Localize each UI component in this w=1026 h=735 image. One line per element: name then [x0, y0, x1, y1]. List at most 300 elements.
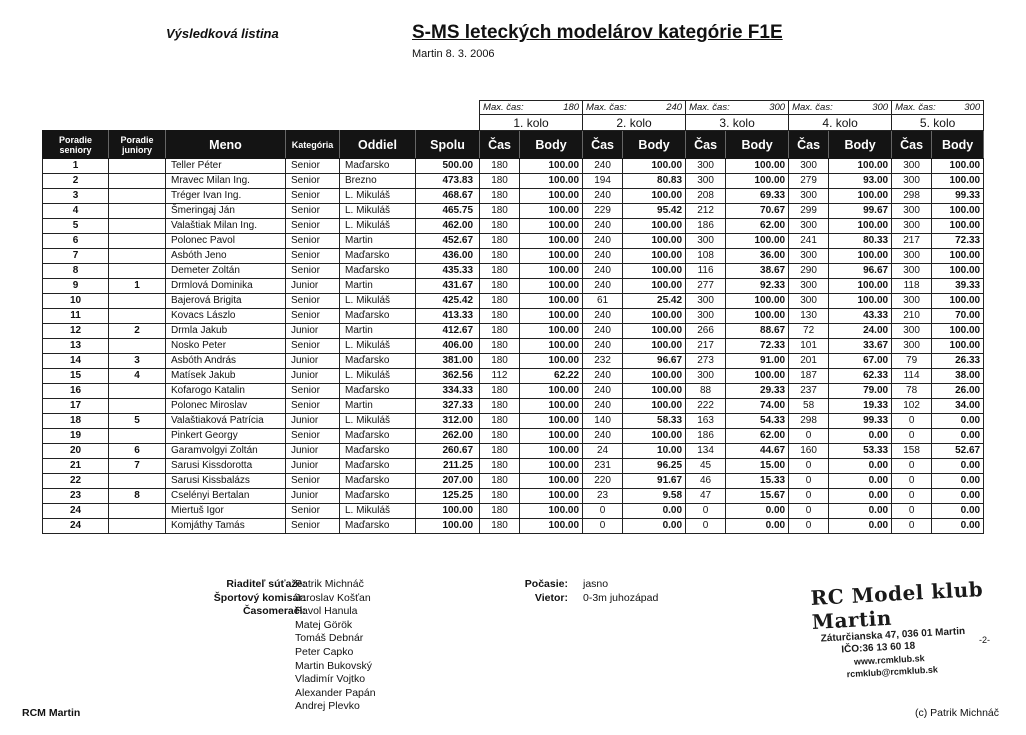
round-time-cell: 300 — [686, 159, 726, 174]
col-club: Oddiel — [340, 131, 416, 159]
name-cell: Komjáthy Tamás — [166, 519, 286, 534]
round-points-cell: 100.00 — [520, 189, 583, 204]
rank-senior-cell: 23 — [43, 489, 109, 504]
round-points-cell: 100.00 — [932, 219, 984, 234]
round-time-cell: 0 — [583, 504, 623, 519]
round-time-cell: 300 — [789, 249, 829, 264]
rank-junior-cell — [109, 189, 166, 204]
wind-value: 0-3m juhozápad — [583, 591, 659, 604]
club-cell: Maďarsko — [340, 384, 416, 399]
round-points-cell: 99.33 — [932, 189, 984, 204]
club-cell: Maďarsko — [340, 519, 416, 534]
name-cell: Nosko Peter — [166, 339, 286, 354]
col-time: Čas — [583, 131, 623, 159]
name-cell: Miertuš Igor — [166, 504, 286, 519]
name-cell: Mravec Milan Ing. — [166, 174, 286, 189]
round-points-cell: 100.00 — [623, 264, 686, 279]
round-time-cell: 0 — [892, 429, 932, 444]
rank-senior-cell: 4 — [43, 204, 109, 219]
round-time-cell: 180 — [480, 339, 520, 354]
round-points-cell: 15.67 — [726, 489, 789, 504]
round-time-cell: 118 — [892, 279, 932, 294]
round-points-cell: 88.67 — [726, 324, 789, 339]
club-cell: Maďarsko — [340, 489, 416, 504]
round-points-cell: 0.00 — [623, 504, 686, 519]
category-cell: Senior — [286, 264, 340, 279]
total-cell: 452.67 — [416, 234, 480, 249]
table-row — [43, 429, 984, 444]
round-time-cell: 180 — [480, 444, 520, 459]
club-stamp — [810, 576, 1015, 682]
club-cell: Martin — [340, 279, 416, 294]
round-points-cell: 100.00 — [726, 159, 789, 174]
round-points-cell: 100.00 — [829, 219, 892, 234]
round-2-max-time: Max. čas: 240 — [583, 101, 686, 115]
timekeeper-name: Pavol Hanula — [295, 605, 358, 618]
round-4-label: 4. kolo — [789, 115, 892, 131]
round-points-cell: 15.33 — [726, 474, 789, 489]
round-points-cell: 100.00 — [520, 204, 583, 219]
rank-senior-cell: 22 — [43, 474, 109, 489]
round-time-cell: 240 — [583, 159, 623, 174]
total-cell: 425.42 — [416, 294, 480, 309]
name-cell: Sarusi Kissbalázs — [166, 474, 286, 489]
round-points-cell: 100.00 — [726, 294, 789, 309]
weather-value: jasno — [583, 578, 609, 590]
col-time: Čas — [686, 131, 726, 159]
commissioner-label: Športový komisár: — [213, 591, 306, 604]
name-cell: Asbóth András — [166, 354, 286, 369]
round-time-cell: 241 — [789, 234, 829, 249]
round-points-cell: 0.00 — [726, 519, 789, 534]
round-time-cell: 217 — [892, 234, 932, 249]
category-cell: Junior — [286, 459, 340, 474]
round-points-cell: 100.00 — [520, 324, 583, 339]
round-points-cell: 95.42 — [623, 204, 686, 219]
total-cell: 125.25 — [416, 489, 480, 504]
round-time-cell: 299 — [789, 204, 829, 219]
round-4-max-time: Max. čas: 300 — [789, 101, 892, 115]
round-time-cell: 180 — [480, 159, 520, 174]
round-time-cell: 78 — [892, 384, 932, 399]
name-cell: Demeter Zoltán — [166, 264, 286, 279]
round-points-cell: 0.00 — [829, 429, 892, 444]
round-time-cell: 0 — [789, 429, 829, 444]
round-time-cell: 46 — [686, 474, 726, 489]
round-points-cell: 62.00 — [726, 429, 789, 444]
round-points-cell: 100.00 — [932, 249, 984, 264]
category-cell: Junior — [286, 354, 340, 369]
round-points-cell: 62.00 — [726, 219, 789, 234]
rank-junior-cell — [109, 174, 166, 189]
round-time-cell: 300 — [686, 369, 726, 384]
round-time-cell: 229 — [583, 204, 623, 219]
round-time-cell: 61 — [583, 294, 623, 309]
timekeeper-name: Andrej Plevko — [295, 700, 360, 713]
total-cell: 207.00 — [416, 474, 480, 489]
total-cell: 406.00 — [416, 339, 480, 354]
document-subtitle: Martin 8. 3. 2006 — [412, 48, 495, 60]
name-cell: Tréger Ivan Ing. — [166, 189, 286, 204]
category-cell: Junior — [286, 489, 340, 504]
col-points: Body — [520, 131, 583, 159]
round-points-cell: 0.00 — [932, 459, 984, 474]
round-points-cell: 100.00 — [726, 369, 789, 384]
category-cell: Senior — [286, 399, 340, 414]
round-time-cell: 180 — [480, 384, 520, 399]
round-time-cell: 47 — [686, 489, 726, 504]
rank-senior-cell: 6 — [43, 234, 109, 249]
round-time-cell: 231 — [583, 459, 623, 474]
round-time-cell: 180 — [480, 459, 520, 474]
round-points-cell: 96.67 — [623, 354, 686, 369]
round-points-cell: 39.33 — [932, 279, 984, 294]
round-points-cell: 100.00 — [520, 339, 583, 354]
document-title: S-MS leteckých modelárov kategórie F1E — [412, 22, 783, 43]
club-address: Záturčianska 47, 036 01 Martin — [820, 625, 966, 645]
total-cell: 436.00 — [416, 249, 480, 264]
round-time-cell: 240 — [583, 309, 623, 324]
timekeeper-name: Alexander Papán — [295, 686, 376, 699]
round-points-cell: 58.33 — [623, 414, 686, 429]
col-time: Čas — [480, 131, 520, 159]
round-time-cell: 290 — [789, 264, 829, 279]
club-cell: L. Mikuláš — [340, 339, 416, 354]
rank-senior-cell: 1 — [43, 159, 109, 174]
round-time-cell: 240 — [583, 249, 623, 264]
round-time-cell: 298 — [789, 414, 829, 429]
total-cell: 100.00 — [416, 519, 480, 534]
table-row — [43, 189, 984, 204]
round-points-cell: 70.67 — [726, 204, 789, 219]
rank-junior-cell — [109, 399, 166, 414]
round-time-cell: 240 — [583, 429, 623, 444]
round-time-cell: 232 — [583, 354, 623, 369]
round-points-cell: 100.00 — [932, 204, 984, 219]
round-time-cell: 240 — [583, 324, 623, 339]
table-row — [43, 414, 984, 429]
round-time-cell: 237 — [789, 384, 829, 399]
club-cell: L. Mikuláš — [340, 294, 416, 309]
category-cell: Senior — [286, 294, 340, 309]
round-time-cell: 160 — [789, 444, 829, 459]
round-points-cell: 0.00 — [829, 519, 892, 534]
round-time-cell: 266 — [686, 324, 726, 339]
round-points-cell: 19.33 — [829, 399, 892, 414]
round-points-cell: 69.33 — [726, 189, 789, 204]
name-cell: Pinkert Georgy — [166, 429, 286, 444]
rank-senior-cell: 21 — [43, 459, 109, 474]
results-body — [43, 159, 984, 534]
rank-junior-cell — [109, 429, 166, 444]
officials-values — [295, 578, 376, 714]
name-cell: Drmla Jakub — [166, 324, 286, 339]
round-time-cell: 79 — [892, 354, 932, 369]
document-label: Výsledková listina — [166, 26, 279, 41]
round-time-cell: 240 — [583, 234, 623, 249]
officials-labels — [150, 578, 306, 619]
round-time-cell: 0 — [789, 489, 829, 504]
rank-senior-cell: 12 — [43, 324, 109, 339]
round-time-cell: 180 — [480, 414, 520, 429]
round-points-cell: 100.00 — [829, 294, 892, 309]
total-cell: 312.00 — [416, 414, 480, 429]
round-time-cell: 220 — [583, 474, 623, 489]
round-time-cell: 116 — [686, 264, 726, 279]
round-time-cell: 240 — [583, 384, 623, 399]
round-time-cell: 0 — [789, 504, 829, 519]
round-points-cell: 38.00 — [932, 369, 984, 384]
table-row — [43, 204, 984, 219]
page-number: -2- — [979, 635, 990, 645]
commissioner-name: Jaroslav Košťan — [295, 591, 371, 604]
table-row — [43, 354, 984, 369]
round-time-cell: 240 — [583, 279, 623, 294]
rank-senior-cell: 5 — [43, 219, 109, 234]
round-time-cell: 300 — [789, 159, 829, 174]
rank-junior-cell — [109, 249, 166, 264]
round-time-cell: 88 — [686, 384, 726, 399]
round-points-cell: 24.00 — [829, 324, 892, 339]
round-points-cell: 99.33 — [829, 414, 892, 429]
total-cell: 381.00 — [416, 354, 480, 369]
club-cell: L. Mikuláš — [340, 414, 416, 429]
round-points-cell: 100.00 — [623, 429, 686, 444]
round-time-cell: 240 — [583, 264, 623, 279]
name-cell: Sarusi Kissdorotta — [166, 459, 286, 474]
round-time-cell: 194 — [583, 174, 623, 189]
round-points-cell: 100.00 — [520, 399, 583, 414]
round-points-cell: 80.83 — [623, 174, 686, 189]
rank-senior-cell: 2 — [43, 174, 109, 189]
round-time-cell: 180 — [480, 354, 520, 369]
name-cell: Kofarogo Katalin — [166, 384, 286, 399]
round-time-cell: 180 — [480, 234, 520, 249]
total-cell: 462.00 — [416, 219, 480, 234]
round-time-cell: 58 — [789, 399, 829, 414]
round-points-cell: 54.33 — [726, 414, 789, 429]
round-time-cell: 210 — [892, 309, 932, 324]
round-points-cell: 67.00 — [829, 354, 892, 369]
round-time-cell: 217 — [686, 339, 726, 354]
round-time-cell: 300 — [892, 294, 932, 309]
round-points-cell: 74.00 — [726, 399, 789, 414]
col-points: Body — [932, 131, 984, 159]
director-name: Patrik Michnáč — [295, 578, 364, 590]
round-time-cell: 180 — [480, 519, 520, 534]
round-points-cell: 100.00 — [520, 474, 583, 489]
round-points-cell: 15.00 — [726, 459, 789, 474]
round-time-cell: 140 — [583, 414, 623, 429]
round-time-cell: 0 — [789, 474, 829, 489]
rank-junior-cell: 8 — [109, 489, 166, 504]
name-cell: Drmlová Dominika — [166, 279, 286, 294]
round-points-cell: 0.00 — [932, 504, 984, 519]
results-table — [42, 100, 984, 534]
round-points-cell: 100.00 — [623, 369, 686, 384]
col-points: Body — [829, 131, 892, 159]
total-cell: 100.00 — [416, 504, 480, 519]
round-points-cell: 100.00 — [829, 159, 892, 174]
table-row — [43, 384, 984, 399]
round-points-cell: 100.00 — [623, 189, 686, 204]
round-time-cell: 180 — [480, 204, 520, 219]
round-time-cell: 180 — [480, 294, 520, 309]
rank-junior-cell: 1 — [109, 279, 166, 294]
round-points-cell: 100.00 — [520, 354, 583, 369]
category-cell: Junior — [286, 414, 340, 429]
round-2-label: 2. kolo — [583, 115, 686, 131]
round-points-cell: 100.00 — [932, 264, 984, 279]
round-points-cell: 100.00 — [520, 489, 583, 504]
round-points-cell: 26.33 — [932, 354, 984, 369]
category-cell: Senior — [286, 189, 340, 204]
category-cell: Senior — [286, 519, 340, 534]
timekeeper-name: Peter Capko — [295, 645, 354, 658]
rank-senior-cell: 24 — [43, 504, 109, 519]
club-web: www.rcmklub.sk — [853, 653, 925, 667]
round-points-cell: 38.67 — [726, 264, 789, 279]
round-points-cell: 96.67 — [829, 264, 892, 279]
round-points-cell: 100.00 — [520, 249, 583, 264]
rank-senior-cell: 24 — [43, 519, 109, 534]
table-row — [43, 504, 984, 519]
round-time-cell: 300 — [686, 294, 726, 309]
round-points-cell: 100.00 — [623, 339, 686, 354]
round-points-cell: 0.00 — [932, 489, 984, 504]
round-time-cell: 300 — [892, 219, 932, 234]
round-time-cell: 45 — [686, 459, 726, 474]
round-time-cell: 300 — [789, 189, 829, 204]
club-logo: RC Model klub Martin — [810, 576, 984, 634]
round-time-cell: 186 — [686, 219, 726, 234]
col-points: Body — [623, 131, 686, 159]
round-time-cell: 273 — [686, 354, 726, 369]
col-rank-senior: Poradie seniory — [43, 131, 109, 159]
round-points-cell: 53.33 — [829, 444, 892, 459]
round-points-cell: 26.00 — [932, 384, 984, 399]
col-points: Body — [726, 131, 789, 159]
round-points-cell: 100.00 — [932, 324, 984, 339]
name-cell: Teller Péter — [166, 159, 286, 174]
round-points-cell: 29.33 — [726, 384, 789, 399]
round-time-cell: 180 — [480, 189, 520, 204]
name-cell: Asbóth Jeno — [166, 249, 286, 264]
round-3-label: 3. kolo — [686, 115, 789, 131]
round-points-cell: 0.00 — [829, 489, 892, 504]
director-label: Riaditeľ súťaže: — [226, 578, 306, 590]
rank-junior-cell — [109, 264, 166, 279]
name-cell: Valaštiak Milan Ing. — [166, 219, 286, 234]
round-points-cell: 0.00 — [726, 504, 789, 519]
round-points-cell: 100.00 — [932, 339, 984, 354]
club-cell: L. Mikuláš — [340, 369, 416, 384]
round-points-cell: 100.00 — [520, 459, 583, 474]
round-time-cell: 101 — [789, 339, 829, 354]
round-time-cell: 300 — [789, 294, 829, 309]
name-cell: Garamvolgyi Zoltán — [166, 444, 286, 459]
rank-junior-cell: 5 — [109, 414, 166, 429]
round-points-cell: 100.00 — [520, 159, 583, 174]
rank-junior-cell — [109, 339, 166, 354]
rank-junior-cell: 2 — [109, 324, 166, 339]
round-points-cell: 100.00 — [726, 234, 789, 249]
round-points-cell: 91.67 — [623, 474, 686, 489]
category-cell: Senior — [286, 234, 340, 249]
round-time-cell: 300 — [789, 279, 829, 294]
wind-label: Vietor: — [534, 591, 568, 604]
round-points-cell: 100.00 — [520, 429, 583, 444]
col-total: Spolu — [416, 131, 480, 159]
rank-senior-cell: 17 — [43, 399, 109, 414]
round-time-cell: 186 — [686, 429, 726, 444]
round-points-cell: 0.00 — [932, 414, 984, 429]
round-time-cell: 300 — [686, 234, 726, 249]
rank-junior-cell: 7 — [109, 459, 166, 474]
table-row — [43, 294, 984, 309]
round-time-cell: 180 — [480, 474, 520, 489]
club-cell: L. Mikuláš — [340, 204, 416, 219]
table-row — [43, 399, 984, 414]
total-cell: 260.67 — [416, 444, 480, 459]
club-cell: Maďarsko — [340, 264, 416, 279]
round-time-cell: 300 — [892, 339, 932, 354]
round-time-cell: 0 — [686, 519, 726, 534]
club-cell: L. Mikuláš — [340, 189, 416, 204]
round-time-cell: 240 — [583, 339, 623, 354]
round-time-cell: 0 — [892, 414, 932, 429]
round-points-cell: 100.00 — [520, 519, 583, 534]
round-points-cell: 100.00 — [932, 294, 984, 309]
category-cell: Senior — [286, 339, 340, 354]
category-cell: Senior — [286, 384, 340, 399]
round-points-cell: 62.33 — [829, 369, 892, 384]
category-cell: Junior — [286, 369, 340, 384]
round-points-cell: 100.00 — [623, 279, 686, 294]
round-time-cell: 114 — [892, 369, 932, 384]
round-time-cell: 112 — [480, 369, 520, 384]
table-row — [43, 264, 984, 279]
round-time-cell: 300 — [892, 204, 932, 219]
round-time-cell: 23 — [583, 489, 623, 504]
round-time-cell: 240 — [583, 219, 623, 234]
round-points-cell: 100.00 — [932, 174, 984, 189]
round-points-cell: 100.00 — [623, 384, 686, 399]
category-cell: Senior — [286, 249, 340, 264]
club-cell: Maďarsko — [340, 309, 416, 324]
round-time-cell: 0 — [892, 489, 932, 504]
round-time-cell: 300 — [686, 309, 726, 324]
round-time-cell: 300 — [789, 219, 829, 234]
conditions-values — [583, 578, 658, 605]
table-row — [43, 249, 984, 264]
table-row — [43, 309, 984, 324]
round-points-cell: 100.00 — [623, 309, 686, 324]
club-cell: Maďarsko — [340, 444, 416, 459]
rank-junior-cell — [109, 219, 166, 234]
club-cell: Maďarsko — [340, 354, 416, 369]
category-cell: Senior — [286, 174, 340, 189]
total-cell: 362.56 — [416, 369, 480, 384]
round-points-cell: 0.00 — [932, 429, 984, 444]
category-cell: Senior — [286, 504, 340, 519]
round-points-cell: 0.00 — [623, 519, 686, 534]
rank-junior-cell: 4 — [109, 369, 166, 384]
round-points-cell: 100.00 — [932, 159, 984, 174]
rank-senior-cell: 18 — [43, 414, 109, 429]
round-points-cell: 91.00 — [726, 354, 789, 369]
club-cell: L. Mikuláš — [340, 504, 416, 519]
